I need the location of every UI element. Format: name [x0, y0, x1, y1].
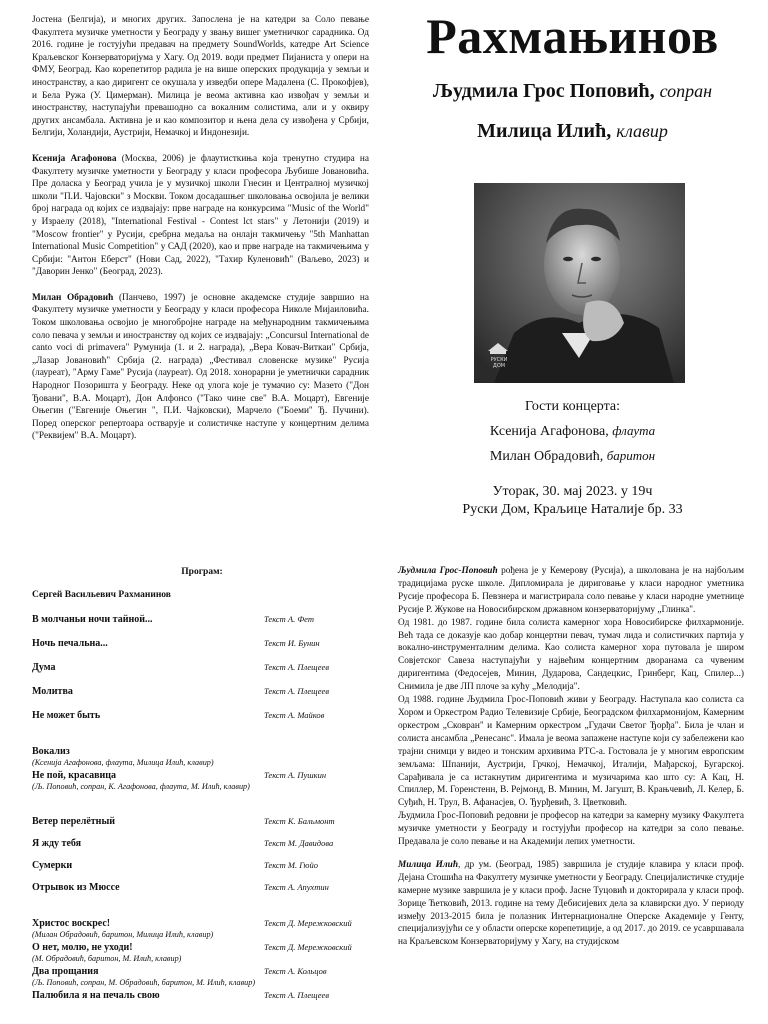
event-date: Уторак, 30. мај 2023. у 19ч: [492, 484, 653, 499]
program-item-note: (М. Обрадовић, баритон, М. Илић, клавир): [32, 954, 182, 963]
program-item-author: Текст А. Кольцов: [264, 966, 327, 976]
event-venue: Руски Дом, Краљице Наталије бр. 33: [462, 502, 683, 517]
program-item-title: Сумерки: [32, 860, 73, 871]
program-item-author: Текст А. Плещеев: [264, 990, 330, 1000]
bio-milica: [398, 859, 744, 949]
program-item-title: Ночь печальна...: [32, 638, 108, 649]
program-item-title: Палюбила я на печаль свою: [32, 990, 160, 1001]
performer-1-role: сопран: [659, 81, 713, 101]
bottom-right-bios: [398, 565, 744, 949]
bio-ksenija: [32, 153, 369, 279]
program-item: [32, 638, 372, 650]
program-item-author: Текст А. Плещеев: [264, 662, 330, 672]
guest-1-name: Ксенија Агафонова,: [489, 424, 609, 439]
bio-milica-name: Милица Илић: [398, 859, 458, 870]
bio-ljudmila-p4: Људмила Грос-Поповић редовни је професор на катедри за камерну музику Факултета музичке уметности у Београду и гостујући професор на катедри за соло певање. Предавала је соло певање и на Академији лепих уметности.: [398, 811, 744, 848]
program-item-note: (Љ. Поповић, сопран, М. Обрадовић, баритон, М. Илић, клавир): [32, 978, 256, 987]
program-item: [32, 882, 372, 894]
program-item: [32, 614, 372, 626]
program-item-title: Ветер перелётный: [32, 816, 116, 827]
program-item-author: Текст И. Бунин: [264, 638, 320, 648]
program-item-title: Не может быть: [32, 710, 101, 721]
program-item-title: Отрывок из Мюссе: [32, 882, 120, 893]
bio-ljudmila-p1-text: рођена је у Кемерову (Русија), а школована је на најбољим традицијама руске школе. Дипломирала је дириговање у класи народног уметника Русије професора Б. Певзнера и магистрирала соло певање у класи народне уметнице Русије Р. Жукове на Новосибирском државном конзерваторијуму „Глинка".: [398, 566, 744, 615]
program-item: [32, 918, 372, 930]
program-item: [32, 816, 372, 828]
guest-1: [395, 419, 750, 444]
program-item-author: Текст А. Плещеев: [264, 686, 330, 696]
bio-ljudmila-p3: Од 1988. године Људмила Грос-Поповић живи у Београду. Наступала као солиста са Хором и Оркестром Радио Телевизије Србије, Београдском филхармонијом, Камерним оркестром „Сковран" и Камерним оркестром „Гудачи Светог Ђорђа". Била је члан и солиста ансамбла „Ренесанс". Имала је веома запажене наступе који су забележени као трајни снимци у видео и тонским архивима РТС-а. Гостовала је у многим европским земљама: Шпанији, Аустрији, Грчкој, Немачкој, Италији, Мађарској, Бугарској. Сарађивала је са истакнутим диригентима и музичарима као што су: А Кац, Н. Спиллер, М. Горенстенн, В. Рејмонд, В. Минин, М. Јагушт, В. Крањчевић, Л. Келер, Б. Суђић, Н. Трул, В. Афанасјев, О. Ђурђевић, З. Цветковић.: [398, 695, 744, 809]
program-item: [32, 710, 372, 722]
guest-2-role: баритон: [606, 448, 656, 463]
portrait-badge-text: РУСКИ ДОМ: [490, 357, 508, 369]
program-item-title: Молитва: [32, 686, 73, 697]
program-item-title: В молчаньи ночи тайной...: [32, 614, 153, 625]
guest-2-name: Милан Обрадовић,: [489, 449, 604, 464]
bio-ljudmila-p2: Од 1981. до 1987. године била солиста камерног хора Новосибирске филхармоније. Већ тада се доказује као добар концертни певач, тумач лида и солистичких партија у вокално-инструменталним делима. Као солиста камерног хора путовала је широм Совјетског Савеза наступајући у највећим концертним дворанама са чувеним диригентима (Федосејев, Минин, Дударова, Сандецкис, Гринберг, Кац, Спилер...) Снимила је две ЛП плоче за кућу „Мелодија".: [398, 617, 744, 693]
guest-2: [395, 444, 750, 469]
program-item-note: (Љ. Поповић, сопран, К. Агафонова, флаута, М. Илић, клавир): [32, 782, 250, 791]
bio-milan: [32, 292, 369, 443]
guest-1-role: флаута: [612, 423, 656, 438]
program-item-title: Не пой, красавица: [32, 770, 117, 781]
program-item-title: О нет, молю, не уходи!: [32, 942, 133, 953]
program-item: [32, 746, 372, 758]
bio-intro: Јостена (Белгија), и многих других. Запослена је на катедри за Соло певање Факултета музичке уметности у Београду у звању вишег уметничког сарадника. Од 2016. године је гостујући предавач на предмету SoundWorlds, катедре Art Science Краљевског Конзерваторијума у Хагу. Од 2019. води предмет Пијаниста у опери на ФМУ, Београд. Као корепетитор радила је на више оперских продукција у земљи и иностранству, а као диригент се окушала у изведби опере Мадалена (С. Прокофјев), и Бела Ружа (У. Цимерман). Милица је веома активна као извођач у земљи и иностранству, наступајући превашодно са вокалним солистима, али и у оквиру других ансамбала. Активна је и као композитор и њена дела су извођена у Србији, Белгији, Холандији, Аустрији, Немачкој и Индонезији.: [32, 15, 369, 139]
program-item-author: Текст А. Фет: [264, 614, 314, 624]
top-left-bios: [32, 14, 369, 456]
program-item-title: Христос воскрес!: [32, 918, 111, 929]
program-item: [32, 860, 372, 872]
bio-milan-text: (Панчево, 1997) је основне академске студије завршио на Факултету музичке уметности у Београду у класи професора Николе Мијаиловића. Током школовања освојио је многобројне награде на међународним такмичењима соло певача у земљи и иностранству од којих се издвајају: „Concursul International de canto voci di primavera" Румунија (1. и 2. награда), „Вера Ковач-Виткаи" Србија, „Лазар Јовановић" Србија (2. награда) „Фестивал словенске музике" Русија (лауреат), "Арму Гаме" Русија (лауреат). Од 2018. хонорарни је уметнички сарадник Народног Позоришта у Београду. Неке од улога које је тумачио су: Мазето ("Дон Ђовани", В.А. Моцарт), Дон Алфонсо ("Тако чине све" В.А. Моцарт), Евгеније Оњегин ("Евгеније Оњегин ", П.И. Чајковски), Марчело ("Боеми" Ђ. Пучини). Поред оперског репертоара остварује и солистичке наступе у концертним делима ("Реквијем" В.А. Моцарт).: [32, 292, 369, 442]
guests-heading: Гости концерта:: [524, 399, 621, 414]
bio-ljudmila-name: Људмила Грос-Поповић: [398, 566, 498, 576]
program-heading: Програм:: [181, 567, 223, 577]
performer-2: [395, 120, 750, 143]
program-item-author: Текст А. Пушкин: [264, 770, 327, 780]
program-item-author: Текст А. Майков: [264, 710, 325, 720]
program-composer: Сергей Васильевич Рахманинов: [32, 590, 171, 600]
program-item-title: Дума: [32, 662, 56, 673]
program-section: [32, 567, 372, 1002]
bio-milica-text: , др ум. (Београд, 1985) завршила је студије клавира у класи проф. Дејана Стошића на Факултету музичке уметности у Београду. Специјалистичке студије камерне музике завршила је у класи проф. Јасне Туцовић и докторирала у класи проф. Зорице Ћетковић, 2013. године на тему Дебисијевих дела за клавирски дуо. У периоду између 2013-2015 била је полазник Интернационалне Оперске Академије у Генту, специјализујући се у области оперске корепетиције, а од 2017. до 2019. се усавршавала на Краљевском Конзерваторијуму у Хагу, на студијском: [398, 859, 744, 948]
program-item: [32, 662, 372, 674]
program-item-title: Вокализ: [32, 746, 70, 757]
program-item-author: Текст К. Бальмонт: [264, 816, 335, 826]
bio-ljudmila-p1: [398, 565, 744, 617]
program-item: [32, 966, 372, 978]
performer-2-role: клавир: [616, 121, 668, 141]
performer-1-name: Људмила Грос Поповић,: [432, 80, 655, 102]
performer-2-name: Милица Илић,: [477, 120, 612, 142]
program-item-author: Текст А. Апухтин: [264, 882, 329, 892]
program-item-author: Текст М. Гюйо: [264, 860, 318, 870]
program-item: [32, 942, 372, 954]
bio-ksenija-text: (Москва, 2006) је флаутисткиња која тренутно студира на Факултету музичке уметности у Београду у класи професора Љубише Јовановића. Пре доласка у Београд учила је у музичкој школи Гнесин и Централној музичкој школи "П.И. Чајовски" з Москви. Током досадашњег школовања освојила је велики број награда од којих се издвајају: прве награде на конкурсима "Music of the World" у Израелу (2018), "International Festival - Contest lct stars" у Летонији (2019) и "Moscow frontier" у Русији, сребрна медаља на онлајн такмичењу "5th Manhattan International Music Competition" у САД (2020), као и прве награде на такмичењима у Србији: "Антон Еберст" (Нови Сад, 2022), "Тахир Куленовић" (Ваљево, 2023) и "Даворин Јенко" (Београд, 2023).: [32, 153, 370, 278]
performer-1: [395, 80, 750, 103]
event-info: [395, 483, 750, 519]
portrait-illustration: [474, 183, 685, 383]
guests-section: [395, 395, 750, 469]
bio-milan-name: Милан Обрадовић: [32, 292, 114, 303]
program-item: [32, 838, 372, 850]
program-item: [32, 990, 372, 1002]
program-item-author: Текст Д. Мережковский: [264, 942, 352, 952]
concert-title: Рахмањинов: [426, 8, 719, 64]
program-item-title: Два прощания: [32, 966, 99, 977]
program-item-note: (Ксенија Агафонова, флаута, Милица Илић, клавир): [32, 758, 214, 767]
program-item: [32, 770, 372, 782]
program-item: [32, 686, 372, 698]
bio-ksenija-name: Ксенија Агафонова: [32, 153, 117, 164]
portrait-photo: [474, 183, 685, 383]
program-item-author: Текст Д. Мережковский: [264, 918, 352, 928]
program-item-author: Текст М. Давидова: [264, 838, 334, 848]
program-item-note: (Милан Обрадовић, баритон, Милица Илић, клавир): [32, 930, 214, 939]
program-item-title: Я жду тебя: [32, 838, 82, 849]
